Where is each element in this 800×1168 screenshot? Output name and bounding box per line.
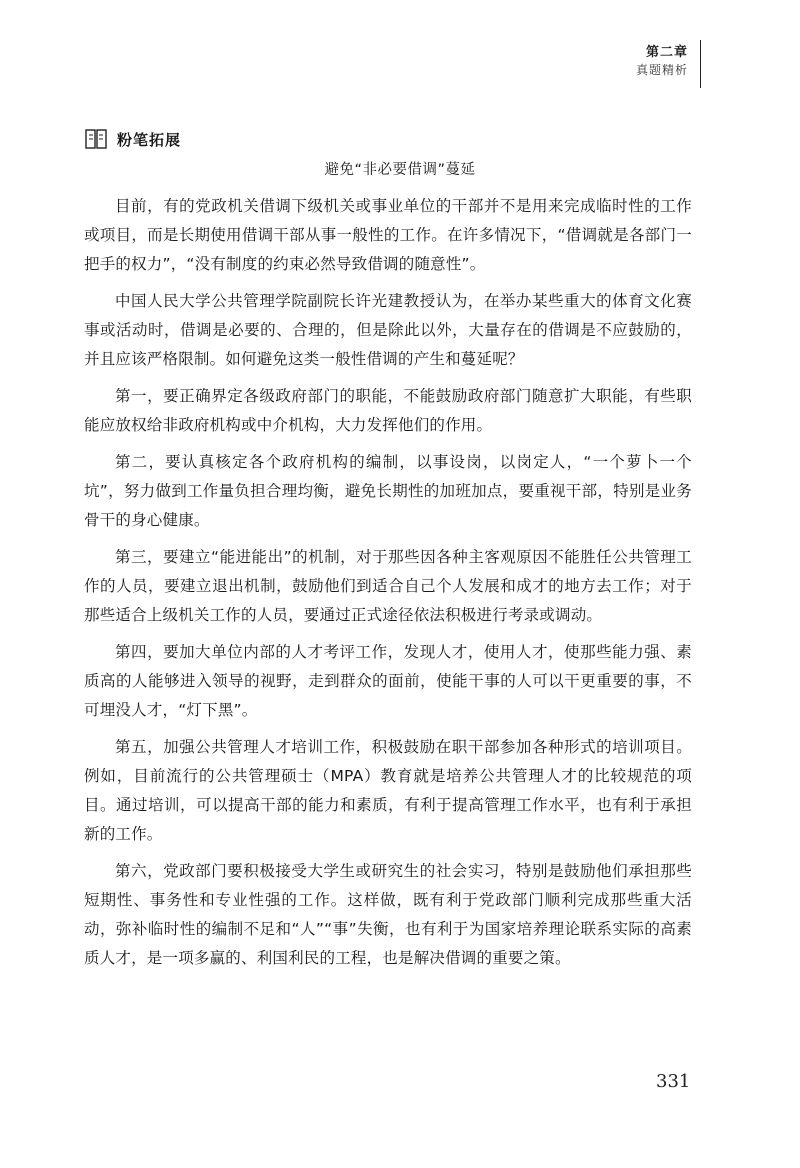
article-title: 避免“非必要借调”蔓延 [324, 162, 476, 178]
paragraph: 第五，加强公共管理人才培训工作，积极鼓励在职干部参加各种形式的培训项目。例如，目前流行的公共管理硕士（MPA）教育就是培养公共管理人才的比较规范的项目。通过培训，可以提高干部的能力和素质，有利于提高管理工作水平，也有利于承担新的工作。 [84, 738, 692, 843]
section-label: 真题精析 [635, 63, 688, 77]
page-number: 331 [656, 1071, 691, 1092]
paragraph: 第二，要认真核定各个政府机构的编制，以事设岗，以岗定人，“一个萝卜一个坑”，努力做到工作量负担合理均衡，避免长期性的加班加点，要重视干部，特别是业务骨干的身心健康。 [84, 453, 692, 529]
paragraph: 第一，要正确界定各级政府部门的职能，不能鼓励政府部门随意扩大职能，有些职能应放权给非政府机构或中介机构，大力发挥他们的作用。 [84, 387, 692, 434]
chapter-label: 第二章 [645, 45, 688, 60]
extension-label: 粉笔拓展 [117, 130, 182, 149]
paragraph: 第四，要加大单位内部的人才考评工作，发现人才，使用人才，使那些能力强、素质高的人能够进入领导的视野，走到群众的面前，使能干事的人可以干更重要的事，不可埋没人才，“灯下黑”。 [84, 643, 692, 719]
running-header [636, 44, 688, 79]
paragraph: 中国人民大学公共管理学院副院长许光建教授认为，在举办某些重大的体育文化赛事或活动时，借调是必要的、合理的，但是除此以外，大量存在的借调是不应鼓励的，并且应该严格限制。如何避免这类一般性借调的产生和蔓延呢？ [84, 292, 692, 368]
paragraph: 第三，要建立“能进能出”的机制，对于那些因各种主客观原因不能胜任公共管理工作的人员，要建立退出机制，鼓励他们到适合自己个人发展和成才的地方去工作；对于那些适合上级机关工作的人员，要通过正式途径依法积极进行考录或调动。 [84, 548, 692, 624]
extension-heading [83, 126, 181, 152]
paragraph: 第六，党政部门要积极接受大学生或研究生的社会实习，特别是鼓励他们承担那些短期性、事务性和专业性强的工作。这样做，既有利于党政部门顺利完成那些重大活动，弥补临时性的编制不足和“人”“事”失衡，也有利于为国家培养理论联系实际的高素质人才，是一项多赢的、利国利民的工程，也是解决借调的重要之策。 [84, 862, 692, 967]
paragraph: 目前，有的党政机关借调下级机关或事业单位的干部并不是用来完成临时性的工作或项目，而是长期使用借调干部从事一般性的工作。在许多情况下，“借调就是各部门一把手的权力”，“没有制度的约束必然导致借调的随意性”。 [84, 197, 692, 273]
article-body [84, 192, 692, 981]
book-icon [83, 126, 109, 152]
header-divider [700, 40, 701, 88]
